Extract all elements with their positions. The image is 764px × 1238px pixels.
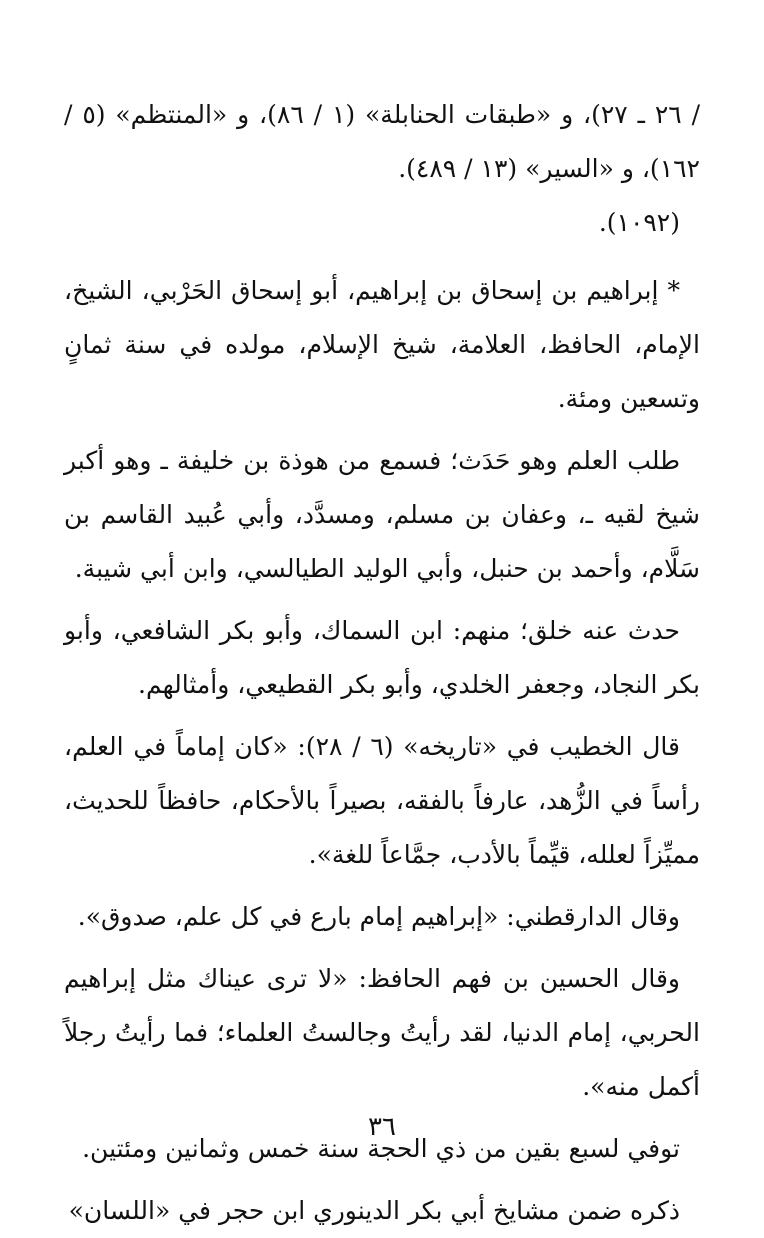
spacer <box>64 250 700 264</box>
paragraph-daraqutni-quote: وقال الدارقطني: «إبراهيم إمام بارع في كل علم، صدوق». <box>77 902 680 931</box>
paragraph-note-number: (١٠٩٢). <box>598 208 680 237</box>
paragraph-death: توفي لسبع بقين من ذي الحجة سنة خمس وثمانين ومئتين. <box>82 1134 680 1163</box>
spacer <box>64 712 700 720</box>
paragraph-khatib-quote: قال الخطيب في «تاريخه» (٦ / ٢٨): «كان إماماً في العلم، رأساً في الزُّهد، عارفاً بالفقه، بصيراً بالأحكام، حافظاً للحديث، مميِّزاً لعلله، قيِّماً بالأدب، جمَّاعاً للغة». <box>64 732 700 869</box>
paragraph-references: / ٢٦ ـ ٢٧)، و «طبقات الحنابلة» (١ / ٨٦)، و «المنتظم» (٥ / ١٦٢)، و «السير» (١٣ / ٤٨٩). <box>64 100 700 183</box>
page-number: ٣٦ <box>368 1112 396 1142</box>
paragraph-biography-heading: * إبراهيم بن إسحاق بن إبراهيم، أبو إسحاق الحَرْبي، الشيخ، الإمام، الحافظ، العلامة، شيخ الإسلام، مولده في سنة ثمانٍ وتسعين ومئة. <box>64 276 700 413</box>
spacer <box>64 944 700 952</box>
paragraph-husayn-quote: وقال الحسين بن فهم الحافظ: «لا ترى عيناك مثل إبراهيم الحربي، إمام الدنيا، لقد رأيتُ وجالستُ العلماء؛ فما رأيتُ رجلاً أكمل منه». <box>64 964 700 1101</box>
paragraph-mention: ذكره ضمن مشايخ أبي بكر الدينوري ابن حجر في «اللسان» <box>68 1196 680 1225</box>
paragraph-teachers: طلب العلم وهو حَدَث؛ فسمع من هوذة بن خليفة ـ وهو أكبر شيخ لقيه ـ، وعفان بن مسلم، ومسدَّد، وأبي عُبيد القاسم بن سَلَّام، وأحمد بن حنبل، وأبي الوليد الطيالسي، وابن أبي شيبة. <box>64 446 700 583</box>
spacer <box>64 1176 700 1184</box>
spacer <box>64 596 700 604</box>
page-body <box>64 88 700 1238</box>
spacer <box>64 426 700 434</box>
spacer <box>64 882 700 890</box>
paragraph-students: حدث عنه خلق؛ منهم: ابن السماك، وأبو بكر الشافعي، وأبو بكر النجاد، وجعفر الخلدي، وأبو بكر القطيعي، وأمثالهم. <box>64 616 700 699</box>
